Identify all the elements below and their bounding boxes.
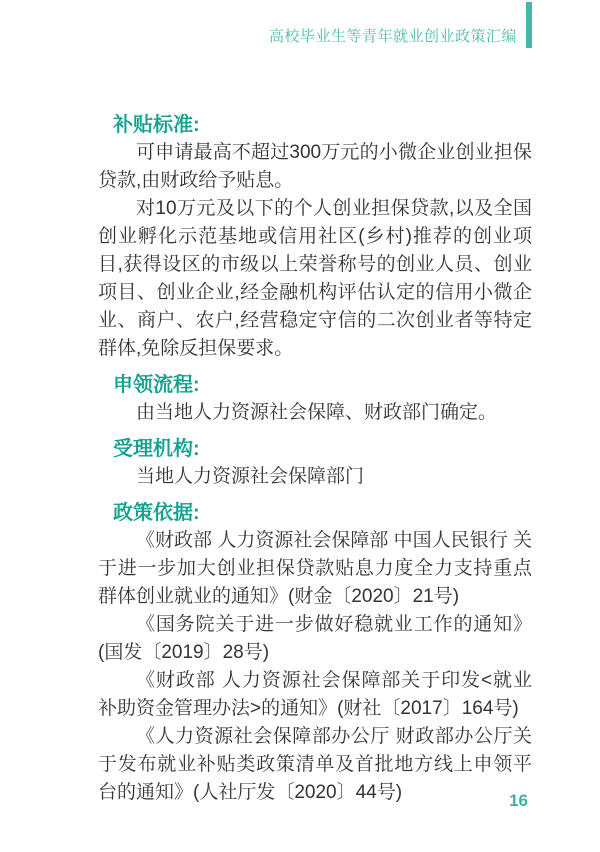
section-heading-accepting-agency: 受理机构: bbox=[113, 438, 200, 460]
page-content bbox=[98, 111, 532, 807]
running-header-title: 高校毕业生等青年就业创业政策汇编 bbox=[268, 28, 517, 45]
section-heading-policy-basis: 政策依据: bbox=[113, 502, 200, 524]
section-heading-subsidy-standard: 补贴标准: bbox=[113, 114, 200, 136]
paragraph-policy-basis-4: 《人力资源社会保障部办公厅 财政部办公厅关于发布就业补贴类政策清单及首批地方线上申领平台的通知》(人社厅发〔2020〕44号) bbox=[98, 726, 532, 803]
page-number: 16 bbox=[509, 791, 528, 810]
paragraph-policy-basis-2: 《国务院关于进一步做好稳就业工作的通知》(国发〔2019〕28号) bbox=[98, 614, 532, 663]
paragraph-accepting-agency: 当地人力资源社会保障部门 bbox=[136, 466, 365, 487]
paragraph-policy-basis-1: 《财政部 人力资源社会保障部 中国人民银行 关于进一步加大创业担保贷款贴息力度全力支持重点群体创业就业的通知》(财金〔2020〕21号) bbox=[98, 530, 532, 607]
header-accent-bar bbox=[526, 2, 532, 48]
section-heading-application-process: 申领流程: bbox=[113, 374, 200, 396]
paragraph-subsidy-standard-1: 可申请最高不超过300万元的小微企业创业担保贷款,由财政给予贴息。 bbox=[98, 142, 532, 191]
paragraph-application-process: 由当地人力资源社会保障、财政部门确定。 bbox=[136, 402, 498, 423]
paragraph-subsidy-standard-2: 对10万元及以下的个人创业担保贷款,以及全国创业孵化示范基地或信用社区(乡村)推荐的创业项目,获得设区的市级以上荣誉称号的创业人员、创业项目、创业企业,经金融机构评估认定的信用小微企业、商户、农户,经营稳定守信的二次创业者等特定群体,免除反担保要求。 bbox=[98, 198, 532, 359]
paragraph-policy-basis-3: 《财政部 人力资源社会保障部关于印发<就业补助资金管理办法>的通知》(财社〔2017〕164号) bbox=[98, 670, 532, 719]
